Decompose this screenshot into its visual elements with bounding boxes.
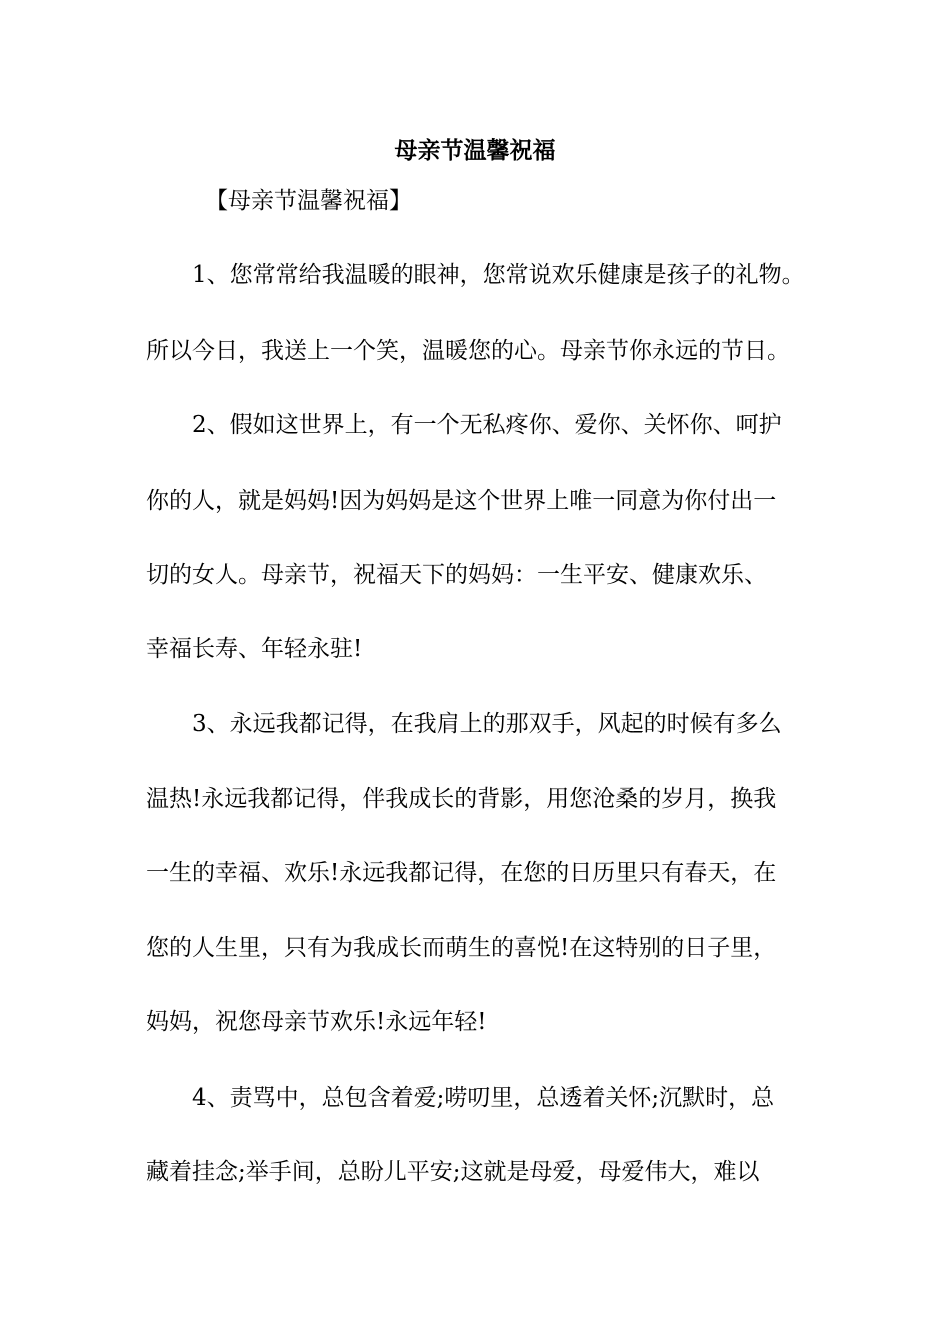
paragraph-line: 幸福长寿、年轻永驻! [146,636,363,662]
paragraph-line: 3、永远我都记得，在我肩上的那双手，风起的时候有多么 [192,711,782,737]
paragraph-line: 一生的幸福、欢乐!永远我都记得，在您的日历里只有春天，在 [146,860,777,886]
paragraph-line: 你的人，就是妈妈!因为妈妈是这个世界上唯一同意为你付出一 [146,488,777,514]
document-subtitle: 【母亲节温馨祝福】 [205,188,412,214]
paragraph-line: 切的女人。母亲节，祝福天下的妈妈：一生平安、健康欢乐、 [146,562,767,588]
paragraph-line: 1、您常常给我温暖的眼神，您常说欢乐健康是孩子的礼物。 [192,262,805,288]
paragraph-line: 所以今日，我送上一个笑，温暖您的心。母亲节你永远的节日。 [146,338,790,364]
paragraph-line: 藏着挂念;举手间，总盼儿平安;这就是母爱，母爱伟大，难以 [146,1159,760,1185]
paragraph-line: 2、假如这世界上，有一个无私疼你、爱你、关怀你、呵护 [192,412,782,438]
paragraph-line: 4、责骂中，总包含着爱;唠叨里，总透着关怀;沉默时，总 [192,1085,775,1111]
document-title: 母亲节温馨祝福 [394,137,556,164]
paragraph-line: 您的人生里，只有为我成长而萌生的喜悦!在这特别的日子里， [146,935,777,961]
paragraph-line: 妈妈，祝您母亲节欢乐!永远年轻! [146,1009,487,1035]
paragraph-line: 温热!永远我都记得，伴我成长的背影，用您沧桑的岁月，换我 [146,786,777,812]
